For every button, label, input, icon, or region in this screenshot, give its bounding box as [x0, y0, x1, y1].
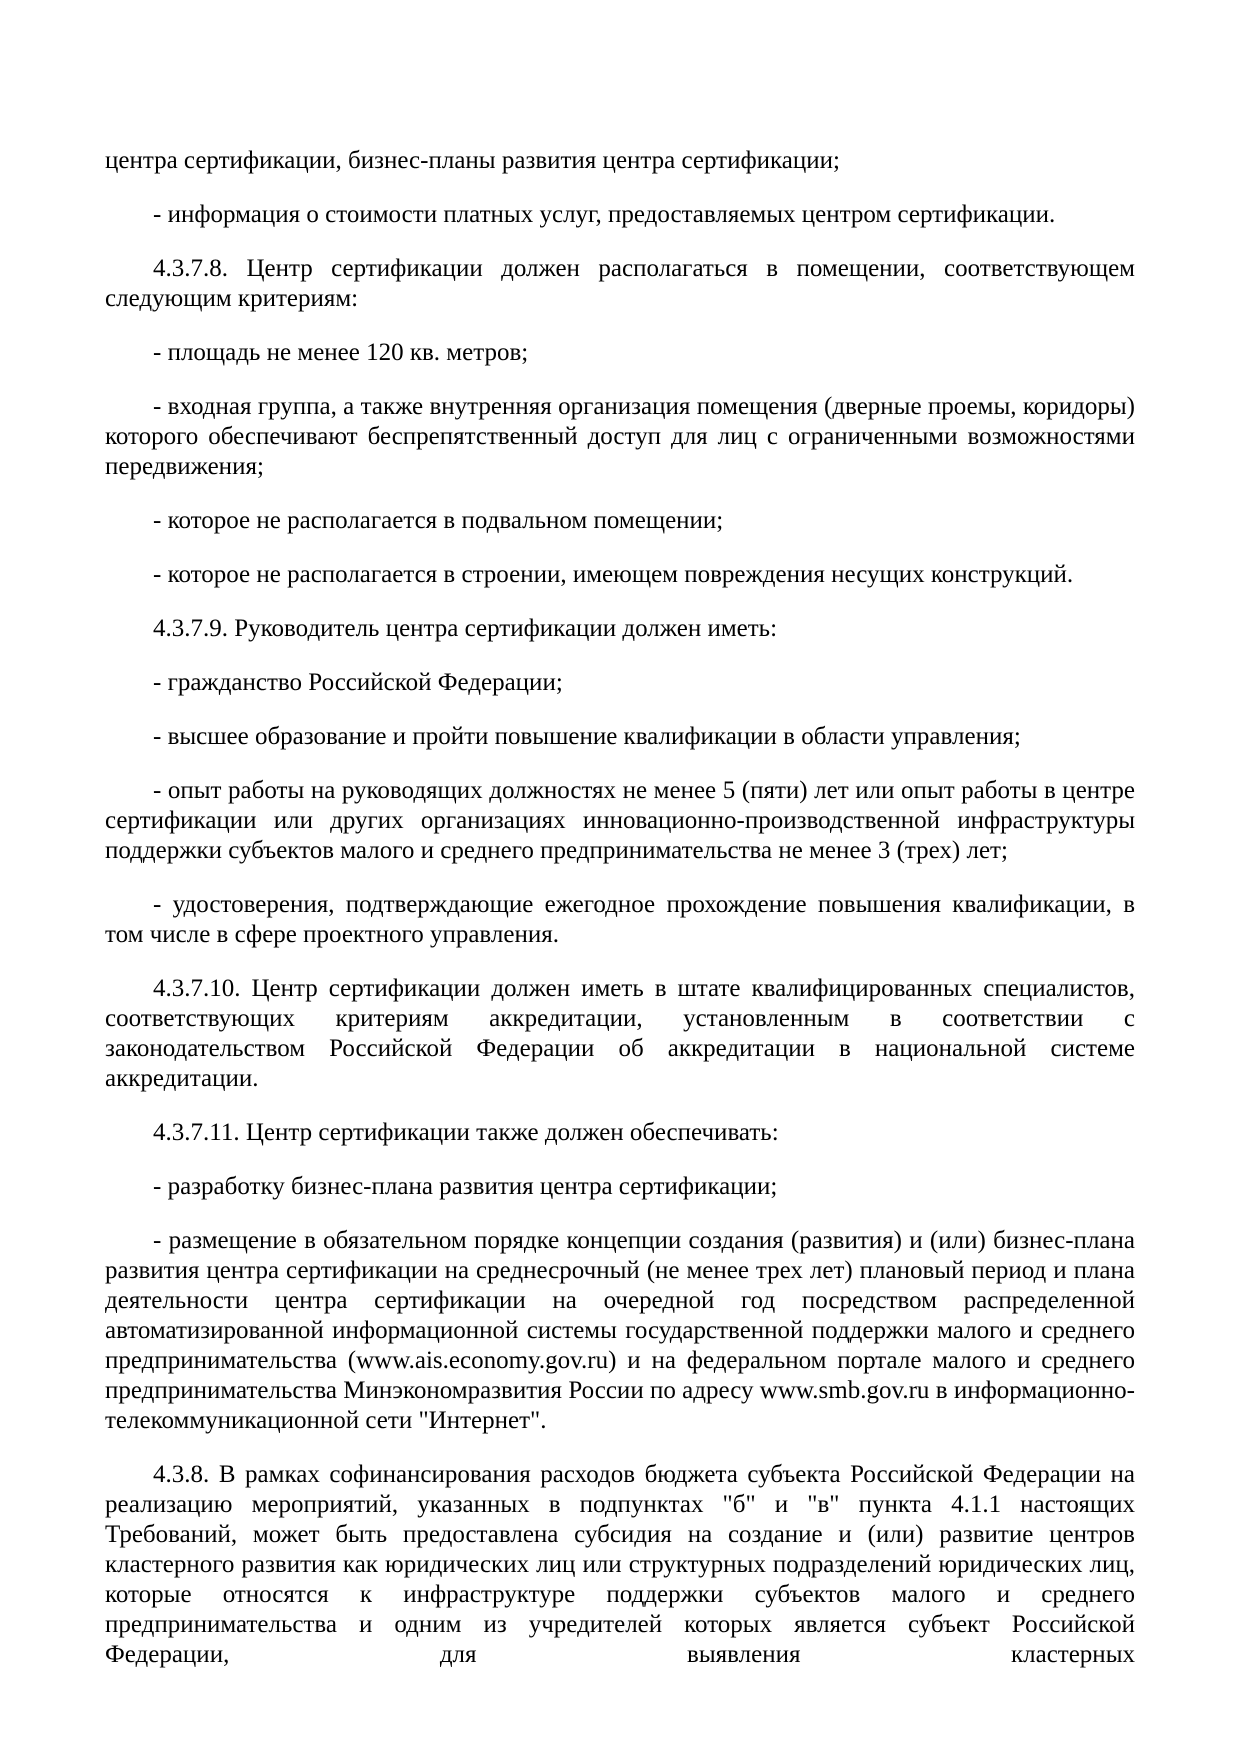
- paragraph-list-item: - удостоверения, подтверждающие ежегодное прохождение повышения квалификации, в том числе в сфере проектного управления.: [105, 891, 1135, 948]
- paragraph-list-item: - площадь не менее 120 кв. метров;: [153, 339, 529, 366]
- paragraph-section-4-3-7-8: 4.3.7.8. Центр сертификации должен располагаться в помещении, соответствующем следующим критериям:: [105, 255, 1135, 312]
- paragraph-section-4-3-7-11: 4.3.7.11. Центр сертификации также должен обеспечивать:: [153, 1119, 779, 1146]
- paragraph-list-item: - входная группа, а также внутренняя организация помещения (дверные проемы, коридоры) которого обеспечивают беспрепятственный доступ для лиц с ограниченными возможностями передвижения;: [105, 393, 1135, 480]
- paragraph-section-4-3-7-9: 4.3.7.9. Руководитель центра сертификации должен иметь:: [153, 615, 778, 642]
- paragraph-list-item: - высшее образование и пройти повышение квалификации в области управления;: [153, 723, 1021, 750]
- paragraph-list-item: - которое не располагается в подвальном помещении;: [153, 507, 724, 534]
- paragraph-list-item: - гражданство Российской Федерации;: [153, 669, 563, 696]
- paragraph-list-item: - информация о стоимости платных услуг, предоставляемых центром сертификации.: [153, 201, 1056, 228]
- paragraph-section-4-3-7-10: 4.3.7.10. Центр сертификации должен иметь в штате квалифицированных специалистов, соответствующих критериям аккредитации, установленным в соответствии с законодательством Российской Федерации об аккредитации в национальной системе аккредитации.: [105, 975, 1135, 1092]
- paragraph-list-item: - размещение в обязательном порядке концепции создания (развития) и (или) бизнес-плана развития центра сертификации на среднесрочный (не менее трех лет) плановый период и плана деятельности центра сертификации на очередной год посредством распределенной автоматизированной информационной системы государственной поддержки малого и среднего предпринимательства (www.ais.economy.gov.ru) и на федеральном портале малого и среднего предпринимательства Минэкономразвития России по адресу www.smb.gov.ru в информационно-телекоммуникационной сети "Интернет".: [105, 1227, 1135, 1434]
- paragraph-list-item: - опыт работы на руководящих должностях не менее 5 (пяти) лет или опыт работы в центре сертификации или других организациях инновационно-производственной инфраструктуры поддержки субъектов малого и среднего предпринимательства не менее 3 (трех) лет;: [105, 777, 1135, 864]
- paragraph-list-item: - разработку бизнес-плана развития центра сертификации;: [153, 1173, 778, 1200]
- paragraph-list-item: - которое не располагается в строении, имеющем повреждения несущих конструкций.: [153, 561, 1074, 588]
- paragraph-section-4-3-8: 4.3.8. В рамках софинансирования расходов бюджета субъекта Российской Федерации на реализацию мероприятий, указанных в подпунктах "б" и "в" пункта 4.1.1 настоящих Требований, может быть предоставлена субсидия на создание и (или) развитие центров кластерного развития как юридических лиц или структурных подразделений юридических лиц, которые относятся к инфраструктуре поддержки субъектов малого и среднего предпринимательства и одним из учредителей которых является субъект Российской Федерации, для выявления кластерных: [105, 1461, 1135, 1668]
- paragraph-continuation: центра сертификации, бизнес-планы развития центра сертификации;: [105, 147, 840, 174]
- document-text-block: [105, 146, 1135, 1670]
